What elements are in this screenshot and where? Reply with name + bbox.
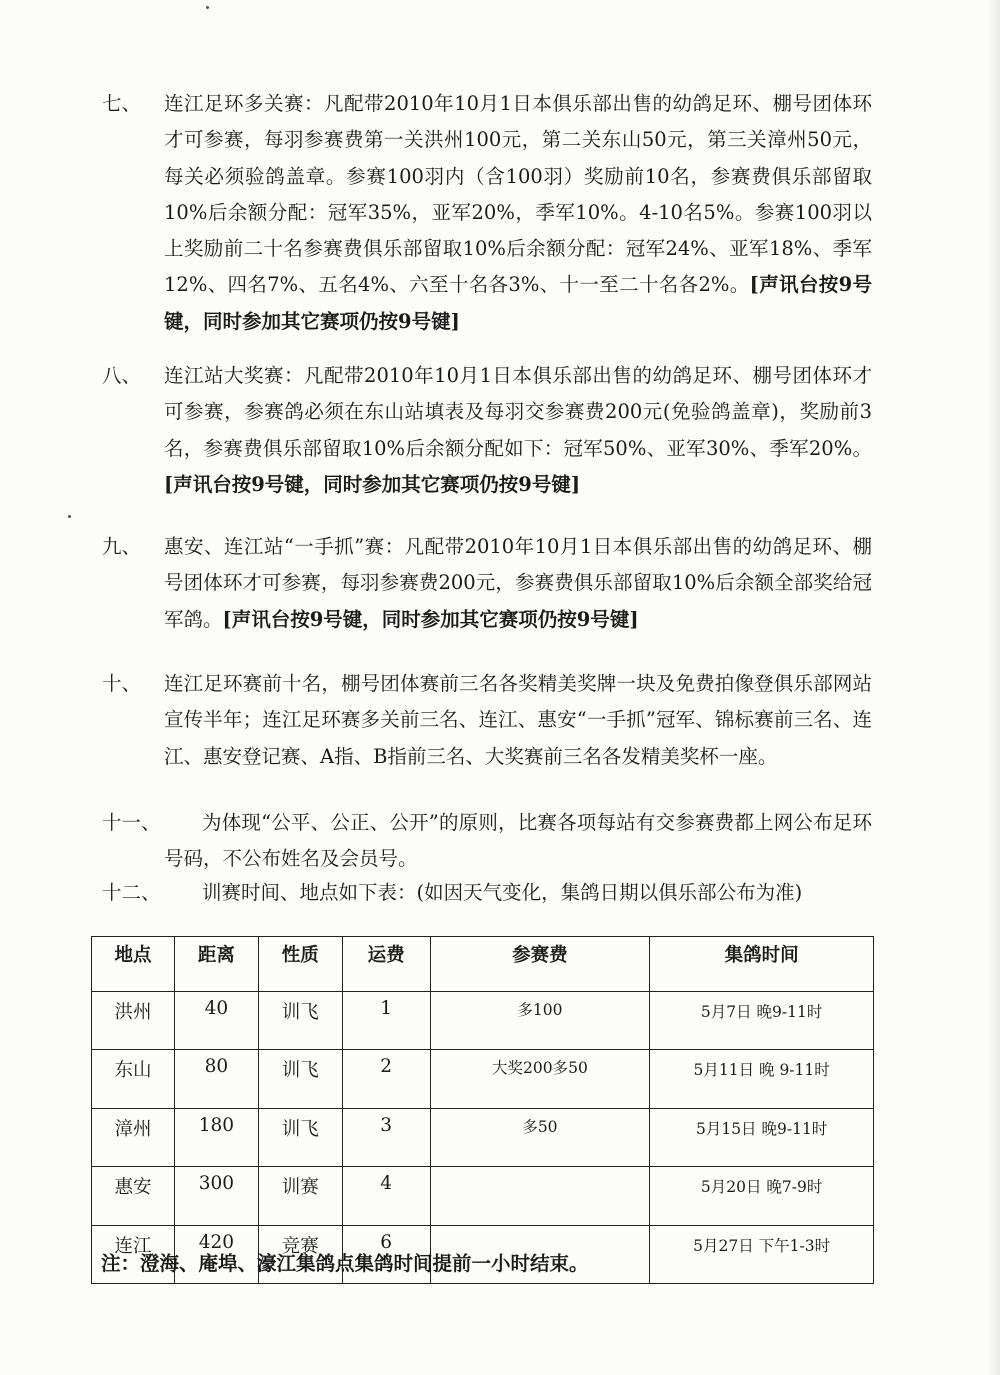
header-distance: 距离 <box>174 937 258 992</box>
cell-distance: 300 <box>174 1167 258 1226</box>
table-row <box>92 1108 874 1167</box>
clause-text: 为体现“公平、公正、公开”的原则，比赛各项每站有交参赛费都上网公布足环号码，不公布姓名及会员号。 <box>164 811 872 871</box>
header-freight: 运费 <box>342 937 430 992</box>
clause-hotline-note: [声讯台按9号键，同时参加其它赛项仍按9号键] <box>164 472 581 496</box>
cell-entry-fee: 大奖200多50 <box>430 1050 650 1109</box>
clause-hotline-note: [声讯台按9号键，同时参加其它赛项仍按9号键] <box>222 607 639 631</box>
header-collection-time: 集鸽时间 <box>650 937 874 992</box>
cell-entry-fee: 多100 <box>430 991 650 1050</box>
cell-entry-fee <box>430 1167 650 1226</box>
cell-distance: 420 <box>174 1225 258 1284</box>
cell-freight: 1 <box>342 991 430 1050</box>
clause-body: 连江足环多关赛：凡配带2010年10月1日本俱乐部出售的幼鸽足环、棚号团体环才可参赛，每羽参赛费第一关洪州100元，第二关东山50元，第三关漳州50元，每关必须验鸽盖章。参赛100羽内（含100羽）奖励前10名，参赛费俱乐部留取10%后余额分配：冠军35%，亚军20%，季军10%。4-10名5%。参赛100羽以上奖励前二十名参赛费俱乐部留取10%后余额分配：冠军24%、亚军18%、季军12%、四名7%、五名4%、六至十名各3%、十一至二十名各2%。 <box>164 92 872 297</box>
clause-body: 连江站大奖赛：凡配带2010年10月1日本俱乐部出售的幼鸽足环、棚号团体环才可参赛，参赛鸽必须在东山站填表及每羽交参赛费200元(免验鸽盖章)，奖励前3名，参赛费俱乐部留取10%后余额分配如下：冠军50%、亚军30%、季军20%。 <box>164 364 872 460</box>
scan-speck <box>68 515 71 518</box>
cell-location: 洪州 <box>92 991 175 1050</box>
clause-11 <box>102 805 872 878</box>
cell-location: 连江 <box>92 1225 175 1284</box>
header-entry-fee: 参赛费 <box>430 937 650 992</box>
cell-freight: 6 <box>342 1225 430 1284</box>
cell-distance: 40 <box>174 991 258 1050</box>
cell-location: 漳州 <box>92 1108 175 1167</box>
clause-number: 十一、 <box>102 811 161 834</box>
clause-10 <box>102 666 872 775</box>
clause-12 <box>102 875 872 911</box>
header-location: 地点 <box>92 937 175 992</box>
header-type: 性质 <box>258 937 342 992</box>
cell-collection-time: 5月7日 晚9-11时 <box>650 991 874 1050</box>
clause-7 <box>102 86 872 340</box>
cell-freight: 4 <box>342 1167 430 1226</box>
clause-text: 训赛时间、地点如下表：(如因天气变化，集鸽日期以俱乐部公布为准) <box>202 881 803 904</box>
clause-body: 惠安、连江站“一手抓”赛：凡配带2010年10月1日本俱乐部出售的幼鸽足环、棚号团体环才可参赛，每羽参赛费200元，参赛费俱乐部留取10%后余额全部奖给冠军鸽。 <box>164 535 872 631</box>
clause-number: 七、 <box>102 92 142 115</box>
scan-speck <box>206 6 209 9</box>
table-row <box>92 991 874 1050</box>
clause-number: 十二、 <box>102 881 161 904</box>
cell-type: 训赛 <box>258 1167 342 1226</box>
clause-9 <box>102 529 872 638</box>
cell-collection-time: 5月11日 晚 9-11时 <box>650 1050 874 1109</box>
clause-text <box>164 529 872 638</box>
clause-number: 八、 <box>102 364 142 387</box>
table-row <box>92 1050 874 1109</box>
cell-distance: 180 <box>174 1108 258 1167</box>
clause-hotline-note: [声讯台按9号键，同时参加其它赛项仍按9号键] <box>164 273 873 333</box>
table-row <box>92 1167 874 1226</box>
cell-type: 竞赛 <box>258 1225 342 1284</box>
cell-collection-time: 5月15日 晚9-11时 <box>650 1108 874 1167</box>
clause-number: 十、 <box>102 672 142 695</box>
clause-text: 连江足环赛前十名，棚号团体赛前三名各奖精美奖牌一块及免费拍像登俱乐部网站宣传半年；连江足环赛多关前三名、连江、惠安“一手抓”冠军、锦标赛前三名、连江、惠安登记赛、A指、B指前三名、大奖赛前三名各发精美奖杯一座。 <box>164 672 872 768</box>
clause-text <box>164 86 872 340</box>
cell-collection-time: 5月20日 晚7-9时 <box>650 1167 874 1226</box>
cell-entry-fee: 多50 <box>430 1108 650 1167</box>
cell-collection-time: 5月27日 下午1-3时 <box>650 1225 874 1284</box>
schedule-table <box>91 936 874 1284</box>
cell-freight: 3 <box>342 1108 430 1167</box>
cell-type: 训飞 <box>258 1050 342 1109</box>
footnote: 注：澄海、庵埠、濠江集鸽点集鸽时间提前一小时结束。 <box>101 1252 589 1275</box>
cell-type: 训飞 <box>258 1108 342 1167</box>
cell-freight: 2 <box>342 1050 430 1109</box>
cell-distance: 80 <box>174 1050 258 1109</box>
clause-text <box>164 358 872 503</box>
clause-number: 九、 <box>102 535 142 558</box>
cell-location: 东山 <box>92 1050 175 1109</box>
clause-8 <box>102 358 872 503</box>
table-header-row <box>92 937 874 992</box>
page-edge-shadow <box>986 0 1000 1375</box>
cell-location: 惠安 <box>92 1167 175 1226</box>
cell-type: 训飞 <box>258 991 342 1050</box>
